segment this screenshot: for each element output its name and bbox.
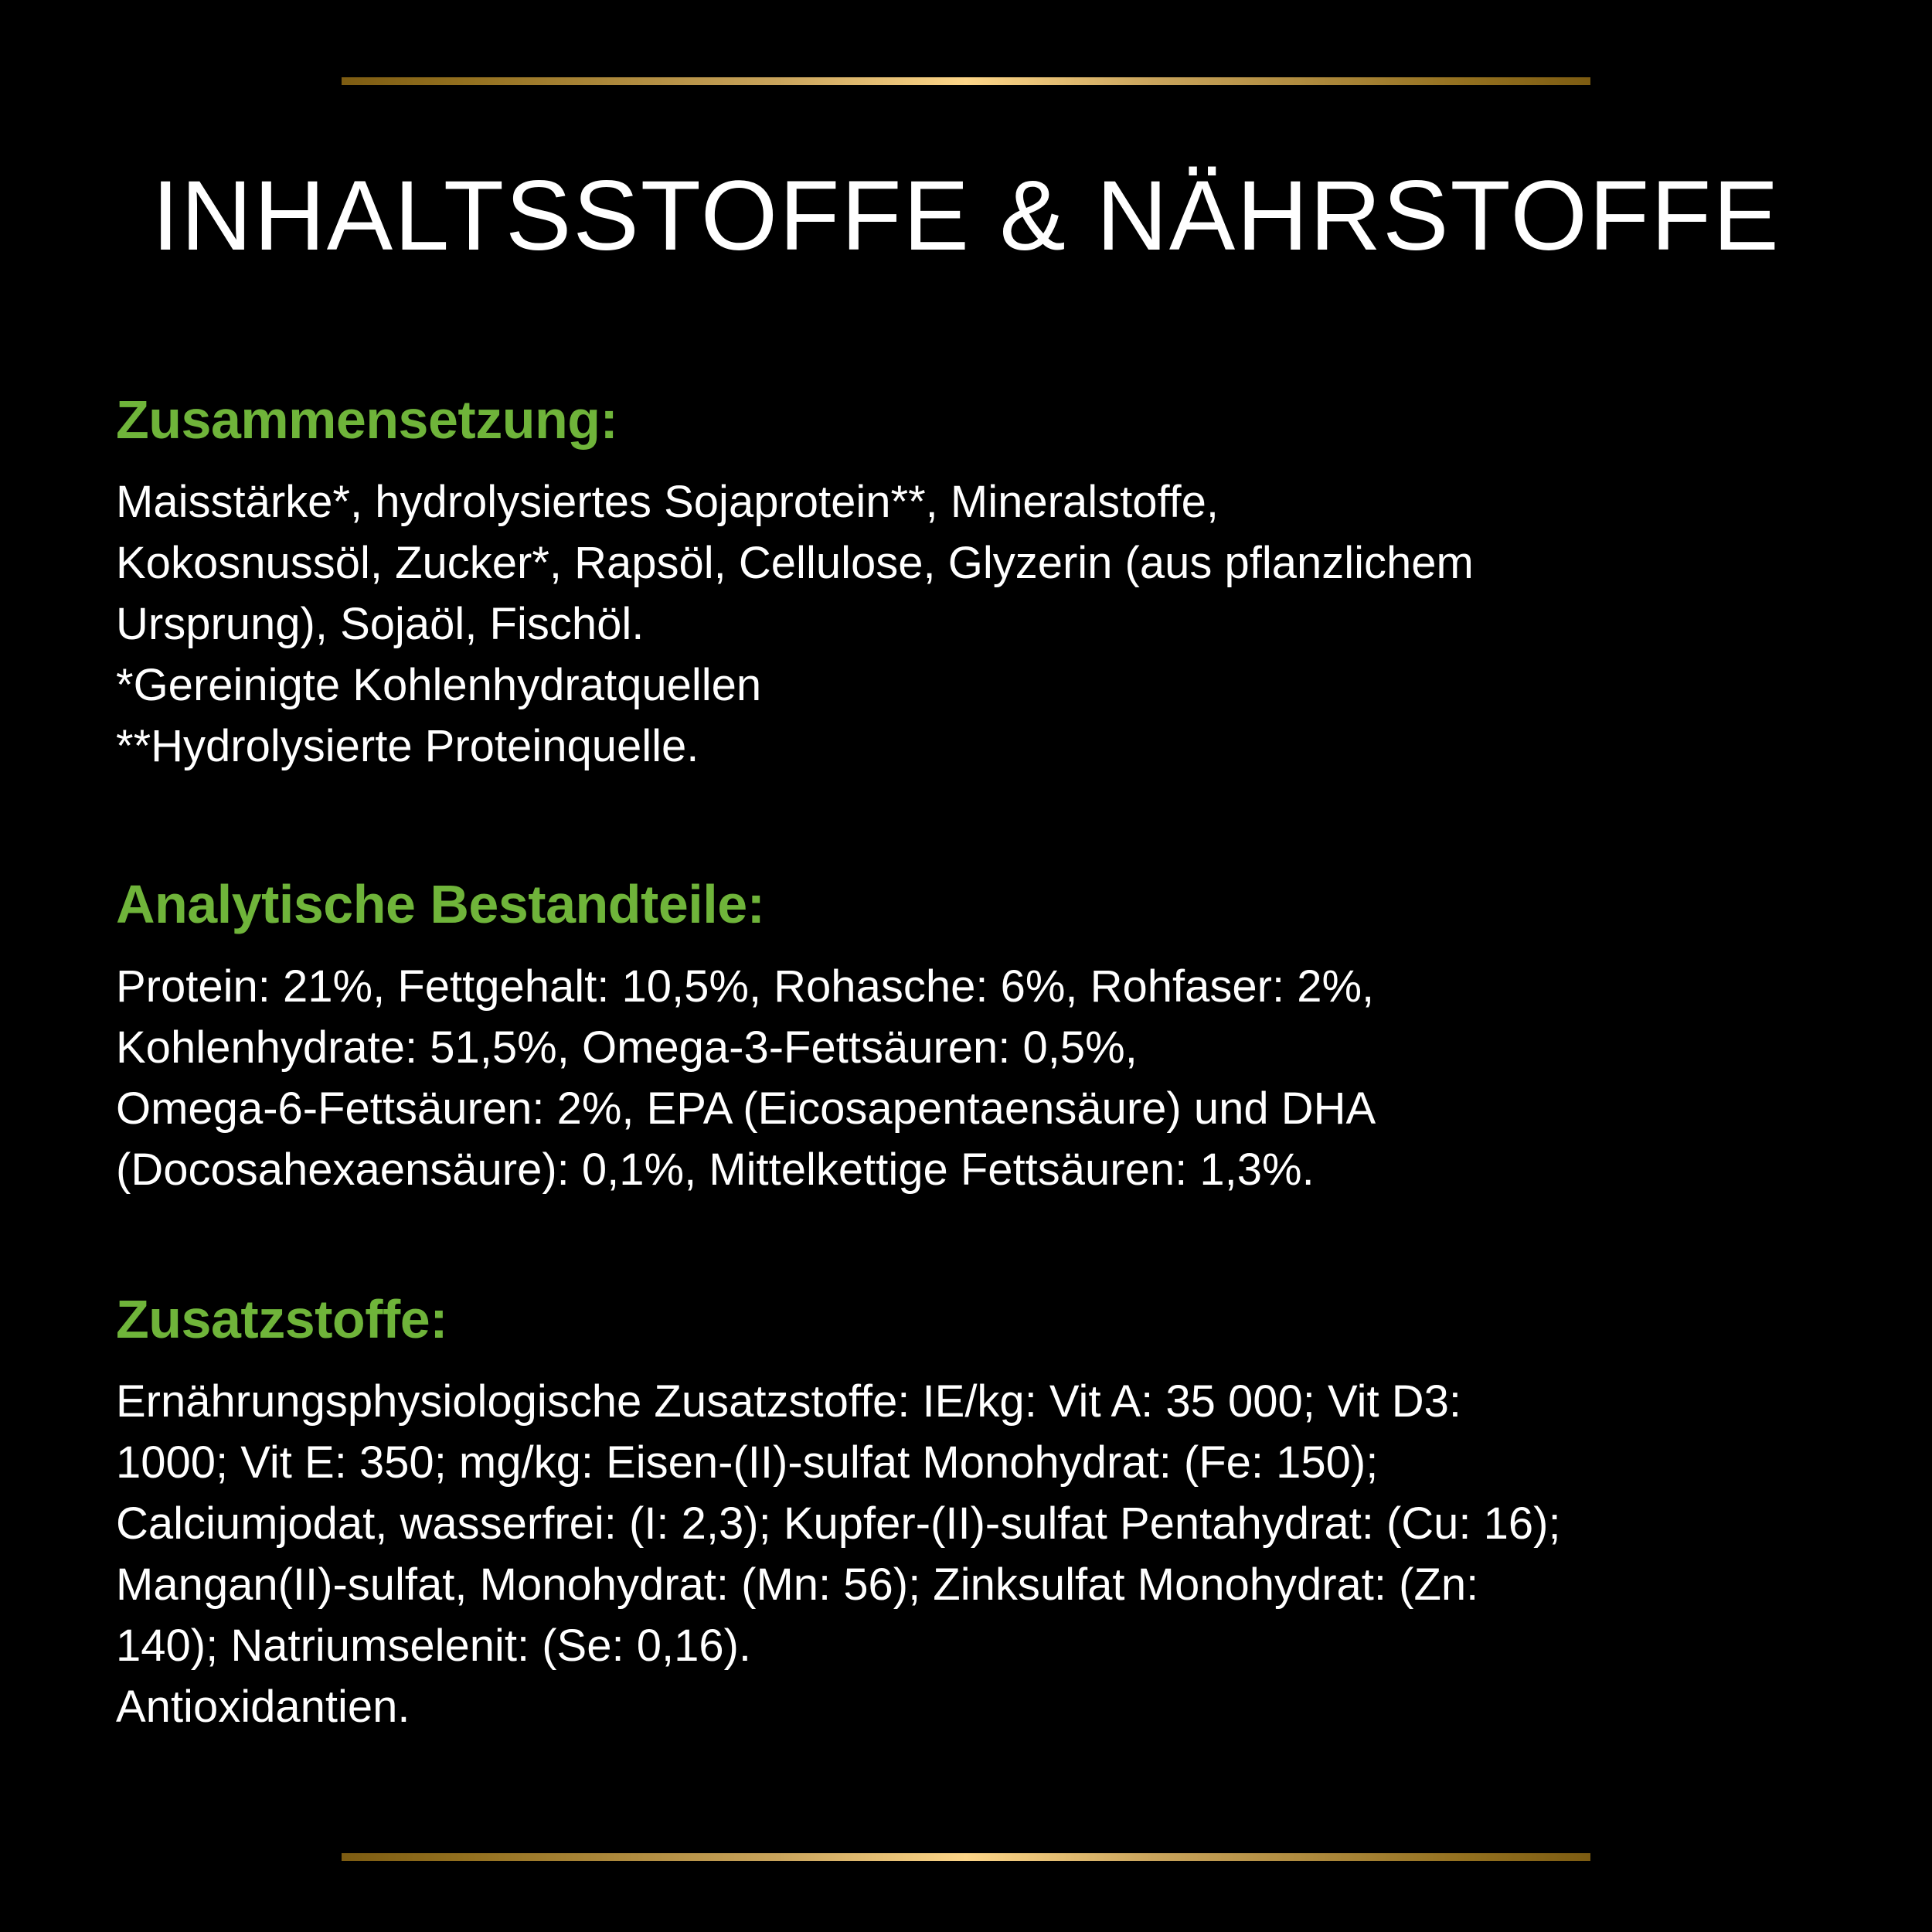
section-body bbox=[116, 471, 1839, 777]
text-line: Ursprung), Sojaöl, Fischöl. bbox=[116, 599, 645, 649]
section-heading: Zusammensetzung: bbox=[116, 389, 618, 450]
section-zusatzstoffe bbox=[116, 1284, 1839, 1737]
text-line: Calciumjodat, wasserfrei: (I: 2,3); Kupfer-(II)-sulfat Pentahydrat: (Cu: 16); bbox=[116, 1498, 1561, 1549]
page-title: INHALTSSTOFFE & NÄHRSTOFFE bbox=[151, 161, 1781, 271]
section-body bbox=[116, 1371, 1839, 1737]
text-line: Kokosnussöl, Zucker*, Rapsöl, Cellulose, Glyzerin (aus pflanzlichem bbox=[116, 538, 1474, 588]
text-line: Antioxidantien. bbox=[116, 1682, 410, 1732]
footnote-line: **Hydrolysierte Proteinquelle. bbox=[116, 721, 699, 771]
section-analytische-bestandteile bbox=[116, 869, 1839, 1200]
text-line: Kohlenhydrate: 51,5%, Omega-3-Fettsäuren: 0,5%, bbox=[116, 1022, 1138, 1073]
top-gold-divider bbox=[342, 77, 1590, 85]
text-line: Maisstärke*, hydrolysiertes Sojaprotein**, Mineralstoffe, bbox=[116, 477, 1219, 527]
footnote-line: *Gereinigte Kohlenhydratquellen bbox=[116, 660, 762, 710]
text-line: Omega-6-Fettsäuren: 2%, EPA (Eicosapentaensäure) und DHA bbox=[116, 1083, 1376, 1134]
section-heading: Zusatzstoffe: bbox=[116, 1289, 448, 1349]
text-line: Ernährungsphysiologische Zusatzstoffe: IE/kg: Vit A: 35 000; Vit D3: bbox=[116, 1376, 1462, 1427]
text-line: 1000; Vit E: 350; mg/kg: Eisen-(II)-sulfat Monohydrat: (Fe: 150); bbox=[116, 1437, 1379, 1488]
section-zusammensetzung bbox=[116, 385, 1839, 777]
text-line: Mangan(II)-sulfat, Monohydrat: (Mn: 56); Zinksulfat Monohydrat: (Zn: bbox=[116, 1560, 1479, 1610]
text-line: 140); Natriumselenit: (Se: 0,16). bbox=[116, 1621, 752, 1671]
text-line: Protein: 21%, Fettgehalt: 10,5%, Rohasche: 6%, Rohfaser: 2%, bbox=[116, 961, 1375, 1012]
section-heading: Analytische Bestandteile: bbox=[116, 874, 765, 934]
text-line: (Docosahexaensäure): 0,1%, Mittelkettige Fettsäuren: 1,3%. bbox=[116, 1145, 1315, 1195]
section-body bbox=[116, 956, 1839, 1200]
bottom-gold-divider bbox=[342, 1853, 1590, 1861]
